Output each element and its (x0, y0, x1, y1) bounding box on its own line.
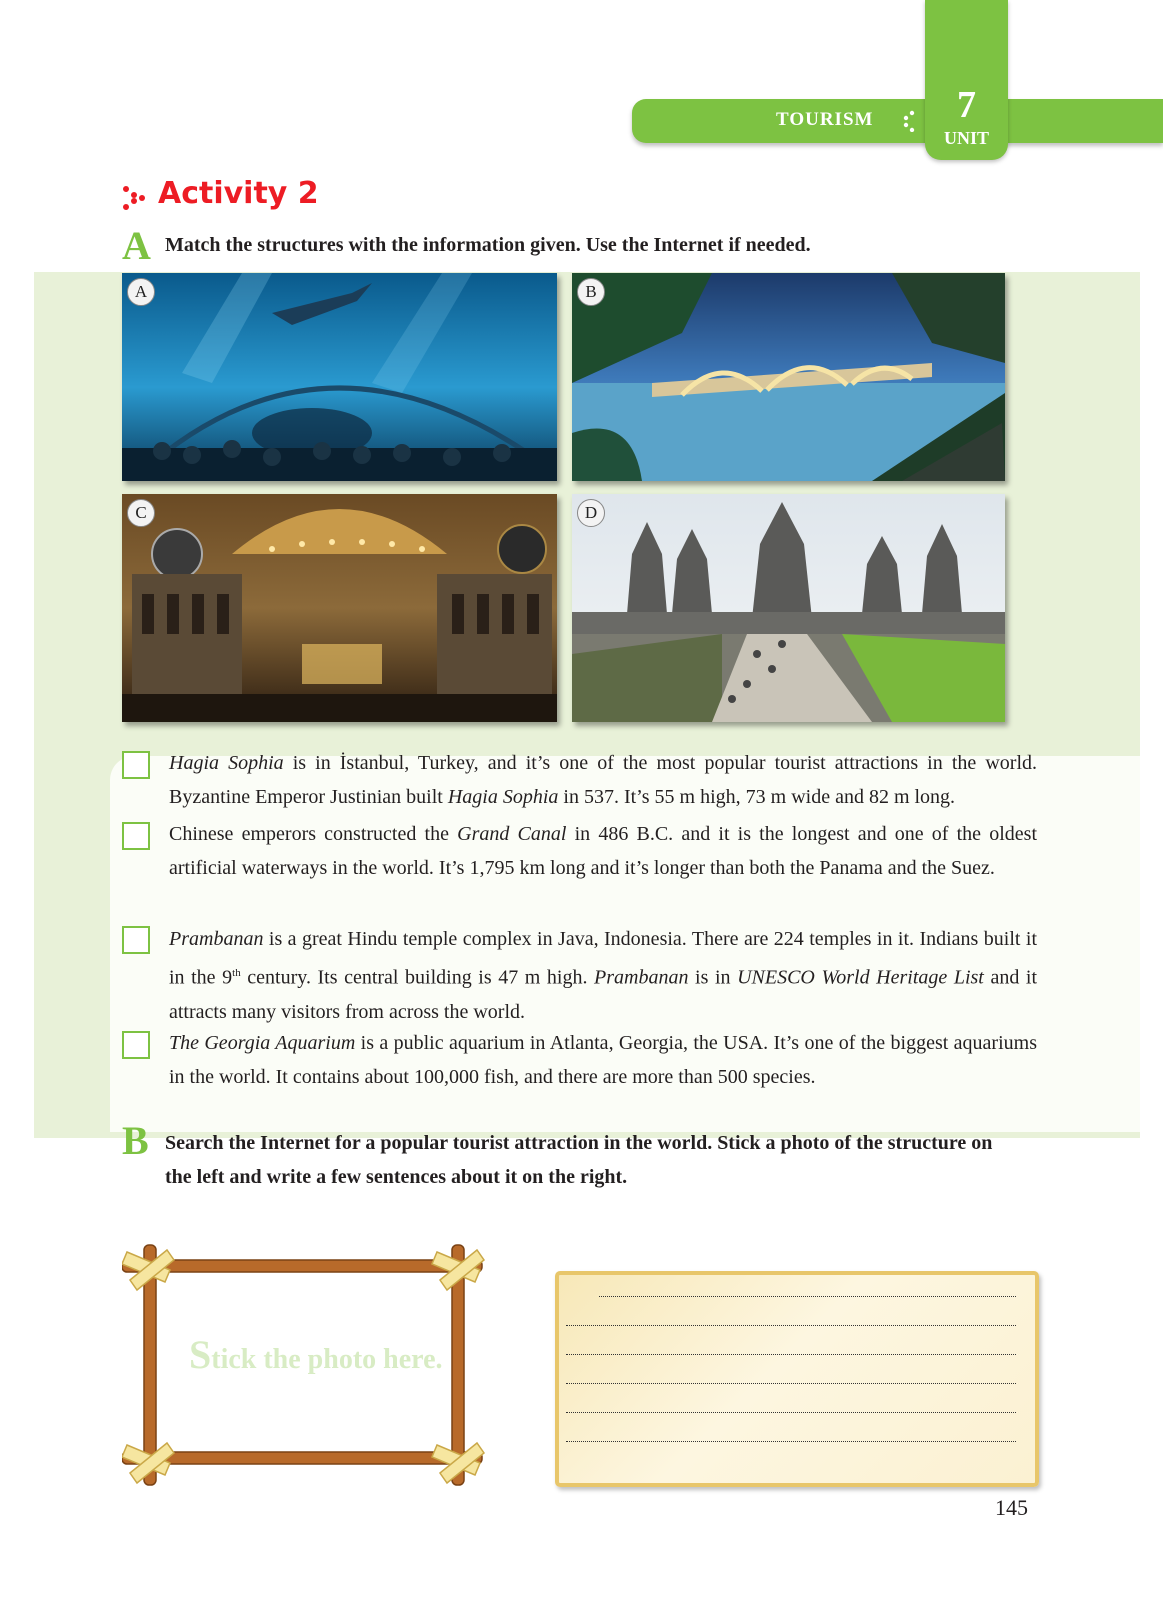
info-item-4: The Georgia Aquarium is a public aquarium in Atlanta, Georgia, the USA. It’s one of the biggest aquariums in the world. It contains about 100,000 fish, and there are more than 500 species. (169, 1032, 1037, 1088)
writing-line[interactable] (566, 1383, 1016, 1384)
unit-topic: TOURISM (776, 109, 874, 130)
unit-label: UNIT (943, 128, 989, 148)
writing-area[interactable] (555, 1271, 1039, 1487)
photo-a-aquarium (122, 273, 557, 481)
page-number: 145 (995, 1495, 1028, 1520)
answer-box-2[interactable] (122, 822, 150, 850)
photo-label: A (127, 278, 155, 306)
photo-label: B (577, 278, 605, 306)
answer-box-4[interactable] (122, 1031, 150, 1059)
section-a-instruction: Match the structures with the information given. Use the Internet if needed. (165, 234, 811, 256)
writing-line[interactable] (566, 1325, 1016, 1326)
photo-label: C (127, 499, 155, 527)
topic-dots-icon (902, 110, 916, 132)
info-item-3: Prambanan is a great Hindu temple complex in Java, Indonesia. There are 224 temples in it. Indians built it in the 9th century. Its central building is 47 m high. Prambanan is in UNESCO World Heritage List and it attracts many visitors from across the world. (169, 928, 1038, 1023)
answer-box-1[interactable] (122, 751, 150, 779)
writing-line[interactable] (566, 1412, 1016, 1413)
photo-c-hagia-sophia (122, 494, 557, 722)
section-b-letter: B (122, 1118, 149, 1163)
stick-photo-placeholder: Stick the photo here. (189, 1332, 443, 1377)
photo-label: D (577, 499, 605, 527)
writing-line[interactable] (566, 1354, 1016, 1355)
unit-number: 7 (957, 84, 976, 126)
photo-d-prambanan (572, 494, 1005, 722)
writing-line[interactable] (566, 1441, 1016, 1442)
activity-title: Activity 2 (158, 176, 319, 211)
activity-dots-icon (122, 185, 146, 211)
photo-b-canal-bridge (572, 273, 1005, 481)
unit-tab (925, 0, 1008, 160)
section-b-instruction: Search the Internet for a popular tourist attraction in the world. Stick a photo of the structure on the left and write a few sentences about it on the right. (165, 1132, 993, 1188)
info-item-1: Hagia Sophia is in İstanbul, Turkey, and it’s one of the most popular tourist attractions in the world. Byzantine Emperor Justinian built Hagia Sophia in 537. It’s 55 m high, 73 m wide and 82 m long. (169, 752, 1037, 808)
section-a-letter: A (122, 223, 151, 268)
answer-box-3[interactable] (122, 926, 150, 954)
writing-line[interactable] (599, 1296, 1016, 1297)
info-item-2: Chinese emperors constructed the Grand Canal in 486 B.C. and it is the longest and one of the oldest artificial waterways in the world. It’s 1,795 km long and it’s longer than both the Panama and the Suez. (169, 823, 1037, 879)
unit-topic-bar (632, 99, 1163, 143)
